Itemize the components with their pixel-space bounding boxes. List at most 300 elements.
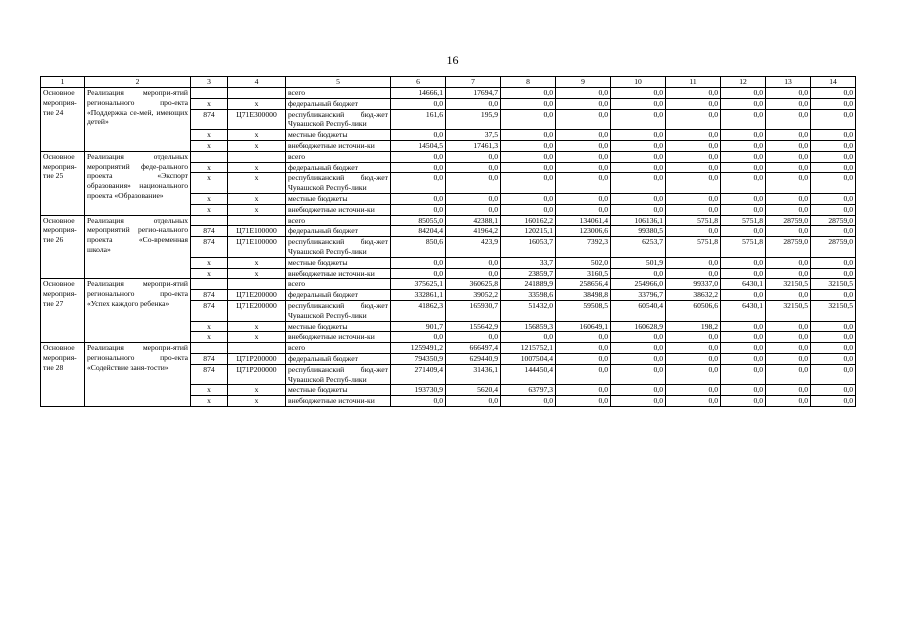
amount-cell: 0,0 <box>446 396 501 407</box>
amount-cell: 0,0 <box>811 343 856 354</box>
amount-cell: 0,0 <box>766 385 811 396</box>
amount-cell: 39052,2 <box>446 290 501 301</box>
amount-cell: 33,7 <box>501 257 556 268</box>
target-article-cell: х <box>228 204 286 215</box>
event-description-cell: Реализация отдельных мероприятий феде-рального проекта «Экспорт образования» национального проекта «Образование» <box>85 151 191 215</box>
amount-cell: 0,0 <box>501 88 556 99</box>
amount-cell: 0,0 <box>391 130 446 141</box>
amount-cell: 0,0 <box>721 268 766 279</box>
amount-cell: 0,0 <box>446 268 501 279</box>
amount-cell: 134061,4 <box>556 215 611 226</box>
amount-cell: 0,0 <box>611 98 666 109</box>
amount-cell: 0,0 <box>811 332 856 343</box>
amount-cell: 0,0 <box>666 226 721 237</box>
amount-cell: 0,0 <box>766 396 811 407</box>
amount-cell: 0,0 <box>721 151 766 162</box>
amount-cell: 629440,9 <box>446 353 501 364</box>
amount-cell: 0,0 <box>446 98 501 109</box>
amount-cell: 38632,2 <box>666 290 721 301</box>
amount-cell: 32150,5 <box>766 279 811 290</box>
amount-cell: 0,0 <box>556 162 611 173</box>
grbs-code-cell: х <box>191 204 228 215</box>
amount-cell: 0,0 <box>666 396 721 407</box>
amount-cell: 794350,9 <box>391 353 446 364</box>
amount-cell: 0,0 <box>721 193 766 204</box>
amount-cell: 0,0 <box>611 162 666 173</box>
funding-source-cell: внебюджетные источни-ки <box>286 140 391 151</box>
amount-cell: 0,0 <box>721 109 766 130</box>
amount-cell: 6430,1 <box>721 300 766 321</box>
amount-cell: 0,0 <box>766 151 811 162</box>
grbs-code-cell <box>191 343 228 354</box>
amount-cell: 0,0 <box>501 98 556 109</box>
target-article-cell: х <box>228 321 286 332</box>
target-article-cell: Ц71Е100000 <box>228 237 286 258</box>
amount-cell: 123006,6 <box>556 226 611 237</box>
target-article-cell: Ц71Е100000 <box>228 226 286 237</box>
target-article-cell: Ц71Е200000 <box>228 290 286 301</box>
funding-source-cell: федеральный бюджет <box>286 353 391 364</box>
table-row <box>41 88 856 99</box>
target-article-cell: х <box>228 396 286 407</box>
event-number-cell: Основное мероприя-тие 28 <box>41 343 85 407</box>
amount-cell: 0,0 <box>446 332 501 343</box>
target-article-cell: Ц71Е300000 <box>228 109 286 130</box>
grbs-code-cell: х <box>191 321 228 332</box>
grbs-code-cell: х <box>191 173 228 194</box>
amount-cell: 0,0 <box>721 226 766 237</box>
funding-source-cell: федеральный бюджет <box>286 290 391 301</box>
amount-cell: 0,0 <box>391 257 446 268</box>
grbs-code-cell <box>191 279 228 290</box>
grbs-code-cell: 874 <box>191 290 228 301</box>
amount-cell: 0,0 <box>666 332 721 343</box>
amount-cell: 160162,2 <box>501 215 556 226</box>
amount-cell: 0,0 <box>811 257 856 268</box>
amount-cell: 0,0 <box>611 140 666 151</box>
amount-cell: 0,0 <box>611 193 666 204</box>
amount-cell: 254966,0 <box>611 279 666 290</box>
header-cell: 14 <box>811 77 856 88</box>
amount-cell: 0,0 <box>811 151 856 162</box>
amount-cell: 332861,1 <box>391 290 446 301</box>
amount-cell: 195,9 <box>446 109 501 130</box>
amount-cell: 0,0 <box>721 396 766 407</box>
amount-cell: 6430,1 <box>721 279 766 290</box>
amount-cell: 37,5 <box>446 130 501 141</box>
amount-cell: 0,0 <box>766 364 811 385</box>
grbs-code-cell: 874 <box>191 109 228 130</box>
amount-cell: 0,0 <box>501 396 556 407</box>
header-cell: 2 <box>85 77 191 88</box>
header-cell: 10 <box>611 77 666 88</box>
amount-cell: 5751,8 <box>666 215 721 226</box>
funding-source-cell: федеральный бюджет <box>286 98 391 109</box>
amount-cell: 106136,1 <box>611 215 666 226</box>
amount-cell: 0,0 <box>611 204 666 215</box>
budget-table <box>40 76 856 407</box>
amount-cell: 0,0 <box>501 140 556 151</box>
funding-source-cell: всего <box>286 343 391 354</box>
amount-cell: 28759,0 <box>766 237 811 258</box>
grbs-code-cell: х <box>191 130 228 141</box>
target-article-cell: х <box>228 268 286 279</box>
amount-cell: 0,0 <box>611 353 666 364</box>
grbs-code-cell <box>191 88 228 99</box>
amount-cell: 31436,1 <box>446 364 501 385</box>
table-row <box>41 343 856 354</box>
amount-cell: 0,0 <box>811 385 856 396</box>
amount-cell: 0,0 <box>666 162 721 173</box>
amount-cell: 0,0 <box>766 257 811 268</box>
amount-cell: 0,0 <box>556 332 611 343</box>
funding-source-cell: республиканский бюд-жет Чувашской Респуб-лики <box>286 173 391 194</box>
grbs-code-cell: х <box>191 396 228 407</box>
amount-cell: 0,0 <box>666 173 721 194</box>
amount-cell: 84204,4 <box>391 226 446 237</box>
funding-source-cell: внебюджетные источни-ки <box>286 332 391 343</box>
amount-cell: 0,0 <box>721 98 766 109</box>
amount-cell: 0,0 <box>611 343 666 354</box>
amount-cell: 0,0 <box>556 151 611 162</box>
amount-cell: 0,0 <box>811 130 856 141</box>
funding-source-cell: местные бюджеты <box>286 385 391 396</box>
event-description-cell: Реализация отдельных мероприятий регио-нального проекта «Со-временная школа» <box>85 215 191 279</box>
amount-cell: 0,0 <box>721 88 766 99</box>
amount-cell: 63797,3 <box>501 385 556 396</box>
funding-source-cell: всего <box>286 279 391 290</box>
amount-cell: 502,0 <box>556 257 611 268</box>
grbs-code-cell: х <box>191 140 228 151</box>
amount-cell: 0,0 <box>611 173 666 194</box>
amount-cell: 155642,9 <box>446 321 501 332</box>
amount-cell: 0,0 <box>811 162 856 173</box>
target-article-cell: х <box>228 332 286 343</box>
amount-cell: 0,0 <box>666 257 721 268</box>
amount-cell: 16053,7 <box>501 237 556 258</box>
event-number-cell: Основное мероприя-тие 25 <box>41 151 85 215</box>
amount-cell: 0,0 <box>666 204 721 215</box>
amount-cell: 0,0 <box>391 98 446 109</box>
amount-cell: 0,0 <box>811 109 856 130</box>
amount-cell: 0,0 <box>391 332 446 343</box>
amount-cell: 60540,4 <box>611 300 666 321</box>
target-article-cell: х <box>228 257 286 268</box>
target-article-cell <box>228 151 286 162</box>
amount-cell: 0,0 <box>556 140 611 151</box>
target-article-cell: Ц71Р200000 <box>228 353 286 364</box>
amount-cell: 0,0 <box>721 257 766 268</box>
amount-cell: 193730,9 <box>391 385 446 396</box>
amount-cell: 0,0 <box>811 364 856 385</box>
amount-cell: 0,0 <box>611 332 666 343</box>
grbs-code-cell: х <box>191 193 228 204</box>
amount-cell: 0,0 <box>811 204 856 215</box>
amount-cell: 0,0 <box>811 353 856 364</box>
page-number: 16 <box>446 53 459 67</box>
amount-cell: 0,0 <box>766 130 811 141</box>
amount-cell: 5751,8 <box>721 237 766 258</box>
amount-cell: 0,0 <box>666 385 721 396</box>
event-description-cell: Реализация меропри-ятий регионального про-екта «Успех каждого ребенка» <box>85 279 191 343</box>
amount-cell: 32150,5 <box>766 300 811 321</box>
amount-cell: 0,0 <box>721 173 766 194</box>
grbs-code-cell: х <box>191 268 228 279</box>
amount-cell: 41964,2 <box>446 226 501 237</box>
amount-cell: 0,0 <box>501 193 556 204</box>
amount-cell: 241889,9 <box>501 279 556 290</box>
amount-cell: 360625,8 <box>446 279 501 290</box>
amount-cell: 0,0 <box>391 204 446 215</box>
amount-cell: 7392,3 <box>556 237 611 258</box>
header-cell: 12 <box>721 77 766 88</box>
amount-cell: 0,0 <box>721 130 766 141</box>
amount-cell: 0,0 <box>766 109 811 130</box>
amount-cell: 0,0 <box>391 151 446 162</box>
target-article-cell <box>228 343 286 354</box>
header-row <box>41 77 856 88</box>
event-number-cell: Основное мероприя-тие 27 <box>41 279 85 343</box>
header-cell: 9 <box>556 77 611 88</box>
amount-cell: 0,0 <box>666 343 721 354</box>
amount-cell: 0,0 <box>391 396 446 407</box>
amount-cell: 60506,6 <box>666 300 721 321</box>
amount-cell: 161,6 <box>391 109 446 130</box>
amount-cell: 0,0 <box>556 88 611 99</box>
grbs-code-cell: 874 <box>191 300 228 321</box>
amount-cell: 0,0 <box>766 321 811 332</box>
funding-source-cell: федеральный бюджет <box>286 162 391 173</box>
amount-cell: 144450,4 <box>501 364 556 385</box>
target-article-cell: х <box>228 173 286 194</box>
target-article-cell: х <box>228 193 286 204</box>
amount-cell: 0,0 <box>556 364 611 385</box>
table-row <box>41 279 856 290</box>
target-article-cell: Ц71Р200000 <box>228 364 286 385</box>
amount-cell: 0,0 <box>501 151 556 162</box>
target-article-cell: х <box>228 162 286 173</box>
amount-cell: 0,0 <box>766 173 811 194</box>
amount-cell: 160628,9 <box>611 321 666 332</box>
header-cell: 6 <box>391 77 446 88</box>
amount-cell: 0,0 <box>446 151 501 162</box>
amount-cell: 165930,7 <box>446 300 501 321</box>
amount-cell: 42388,1 <box>446 215 501 226</box>
amount-cell: 17461,3 <box>446 140 501 151</box>
funding-source-cell: всего <box>286 215 391 226</box>
amount-cell: 0,0 <box>556 109 611 130</box>
amount-cell: 0,0 <box>446 257 501 268</box>
amount-cell: 0,0 <box>666 109 721 130</box>
amount-cell: 0,0 <box>721 162 766 173</box>
amount-cell: 0,0 <box>501 130 556 141</box>
amount-cell: 0,0 <box>811 193 856 204</box>
amount-cell: 666497,4 <box>446 343 501 354</box>
funding-source-cell: республиканский бюд-жет Чувашской Респуб-лики <box>286 364 391 385</box>
header-cell: 3 <box>191 77 228 88</box>
amount-cell: 0,0 <box>556 396 611 407</box>
grbs-code-cell <box>191 151 228 162</box>
amount-cell: 0,0 <box>501 173 556 194</box>
amount-cell: 5620,4 <box>446 385 501 396</box>
amount-cell: 0,0 <box>721 332 766 343</box>
amount-cell: 99337,0 <box>666 279 721 290</box>
amount-cell: 5751,8 <box>721 215 766 226</box>
amount-cell: 271409,4 <box>391 364 446 385</box>
amount-cell: 14504,5 <box>391 140 446 151</box>
amount-cell: 59508,5 <box>556 300 611 321</box>
grbs-code-cell: х <box>191 332 228 343</box>
amount-cell: 0,0 <box>766 140 811 151</box>
table-row <box>41 151 856 162</box>
amount-cell: 0,0 <box>766 98 811 109</box>
amount-cell: 901,7 <box>391 321 446 332</box>
grbs-code-cell: 874 <box>191 353 228 364</box>
amount-cell: 198,2 <box>666 321 721 332</box>
amount-cell: 0,0 <box>501 204 556 215</box>
funding-source-cell: республиканский бюд-жет Чувашской Респуб-лики <box>286 109 391 130</box>
amount-cell: 0,0 <box>721 321 766 332</box>
amount-cell: 41862,3 <box>391 300 446 321</box>
target-article-cell <box>228 88 286 99</box>
target-article-cell <box>228 279 286 290</box>
funding-source-cell: местные бюджеты <box>286 193 391 204</box>
amount-cell: 0,0 <box>721 385 766 396</box>
event-description-cell: Реализация меропри-ятий регионального про-екта «Содействие заня-тости» <box>85 343 191 407</box>
amount-cell: 0,0 <box>391 193 446 204</box>
amount-cell: 0,0 <box>556 98 611 109</box>
amount-cell: 375625,1 <box>391 279 446 290</box>
amount-cell: 0,0 <box>721 343 766 354</box>
amount-cell: 0,0 <box>766 193 811 204</box>
amount-cell: 0,0 <box>666 151 721 162</box>
grbs-code-cell: х <box>191 162 228 173</box>
header-cell: 1 <box>41 77 85 88</box>
amount-cell: 0,0 <box>811 268 856 279</box>
amount-cell: 0,0 <box>666 353 721 364</box>
amount-cell: 0,0 <box>666 364 721 385</box>
amount-cell: 0,0 <box>666 268 721 279</box>
amount-cell: 38498,8 <box>556 290 611 301</box>
amount-cell: 51432,0 <box>501 300 556 321</box>
amount-cell: 0,0 <box>721 290 766 301</box>
header-cell: 11 <box>666 77 721 88</box>
amount-cell: 85055,0 <box>391 215 446 226</box>
event-number-cell: Основное мероприя-тие 26 <box>41 215 85 279</box>
grbs-code-cell: 874 <box>191 226 228 237</box>
event-number-cell: Основное мероприя-тие 24 <box>41 88 85 152</box>
amount-cell: 0,0 <box>721 140 766 151</box>
amount-cell: 0,0 <box>666 130 721 141</box>
amount-cell: 28759,0 <box>766 215 811 226</box>
amount-cell: 0,0 <box>666 98 721 109</box>
amount-cell: 23859,7 <box>501 268 556 279</box>
funding-source-cell: республиканский бюд-жет Чувашской Респуб-лики <box>286 300 391 321</box>
amount-cell: 0,0 <box>611 151 666 162</box>
amount-cell: 0,0 <box>556 343 611 354</box>
amount-cell: 160649,1 <box>556 321 611 332</box>
header-cell: 4 <box>228 77 286 88</box>
amount-cell: 501,9 <box>611 257 666 268</box>
target-article-cell: Ц71Е200000 <box>228 300 286 321</box>
grbs-code-cell: х <box>191 98 228 109</box>
amount-cell: 0,0 <box>556 385 611 396</box>
funding-source-cell: всего <box>286 88 391 99</box>
amount-cell: 28759,0 <box>811 237 856 258</box>
funding-source-cell: федеральный бюджет <box>286 226 391 237</box>
funding-source-cell: местные бюджеты <box>286 321 391 332</box>
amount-cell: 0,0 <box>766 353 811 364</box>
amount-cell: 0,0 <box>391 173 446 194</box>
amount-cell: 0,0 <box>811 396 856 407</box>
amount-cell: 0,0 <box>501 109 556 130</box>
amount-cell: 0,0 <box>501 162 556 173</box>
amount-cell: 0,0 <box>766 204 811 215</box>
amount-cell: 0,0 <box>811 226 856 237</box>
amount-cell: 17694,7 <box>446 88 501 99</box>
amount-cell: 0,0 <box>766 268 811 279</box>
amount-cell: 0,0 <box>391 162 446 173</box>
amount-cell: 32150,5 <box>811 300 856 321</box>
header-cell: 13 <box>766 77 811 88</box>
funding-source-cell: республиканский бюд-жет Чувашской Респуб-лики <box>286 237 391 258</box>
target-article-cell: х <box>228 385 286 396</box>
amount-cell: 0,0 <box>811 290 856 301</box>
funding-source-cell: внебюджетные источни-ки <box>286 396 391 407</box>
amount-cell: 6253,7 <box>611 237 666 258</box>
amount-cell: 0,0 <box>766 332 811 343</box>
grbs-code-cell: х <box>191 385 228 396</box>
amount-cell: 3160,5 <box>556 268 611 279</box>
amount-cell: 120215,1 <box>501 226 556 237</box>
amount-cell: 99380,5 <box>611 226 666 237</box>
amount-cell: 1259491,2 <box>391 343 446 354</box>
target-article-cell <box>228 215 286 226</box>
amount-cell: 1007504,4 <box>501 353 556 364</box>
target-article-cell: х <box>228 140 286 151</box>
amount-cell: 156859,3 <box>501 321 556 332</box>
amount-cell: 28759,0 <box>811 215 856 226</box>
header-cell: 7 <box>446 77 501 88</box>
amount-cell: 0,0 <box>766 162 811 173</box>
amount-cell: 0,0 <box>446 173 501 194</box>
funding-source-cell: местные бюджеты <box>286 130 391 141</box>
amount-cell: 0,0 <box>766 226 811 237</box>
table-row <box>41 215 856 226</box>
amount-cell: 32150,5 <box>811 279 856 290</box>
amount-cell: 850,6 <box>391 237 446 258</box>
amount-cell: 0,0 <box>556 130 611 141</box>
funding-source-cell: местные бюджеты <box>286 257 391 268</box>
amount-cell: 0,0 <box>611 130 666 141</box>
amount-cell: 1215752,1 <box>501 343 556 354</box>
amount-cell: 0,0 <box>811 88 856 99</box>
grbs-code-cell: х <box>191 257 228 268</box>
amount-cell: 0,0 <box>666 88 721 99</box>
amount-cell: 14666,1 <box>391 88 446 99</box>
amount-cell: 0,0 <box>666 193 721 204</box>
amount-cell: 0,0 <box>811 321 856 332</box>
amount-cell: 33796,7 <box>611 290 666 301</box>
amount-cell: 0,0 <box>721 353 766 364</box>
amount-cell: 0,0 <box>666 140 721 151</box>
amount-cell: 0,0 <box>766 88 811 99</box>
amount-cell: 0,0 <box>611 396 666 407</box>
amount-cell: 0,0 <box>721 364 766 385</box>
amount-cell: 0,0 <box>556 353 611 364</box>
amount-cell: 0,0 <box>501 332 556 343</box>
amount-cell: 0,0 <box>766 290 811 301</box>
